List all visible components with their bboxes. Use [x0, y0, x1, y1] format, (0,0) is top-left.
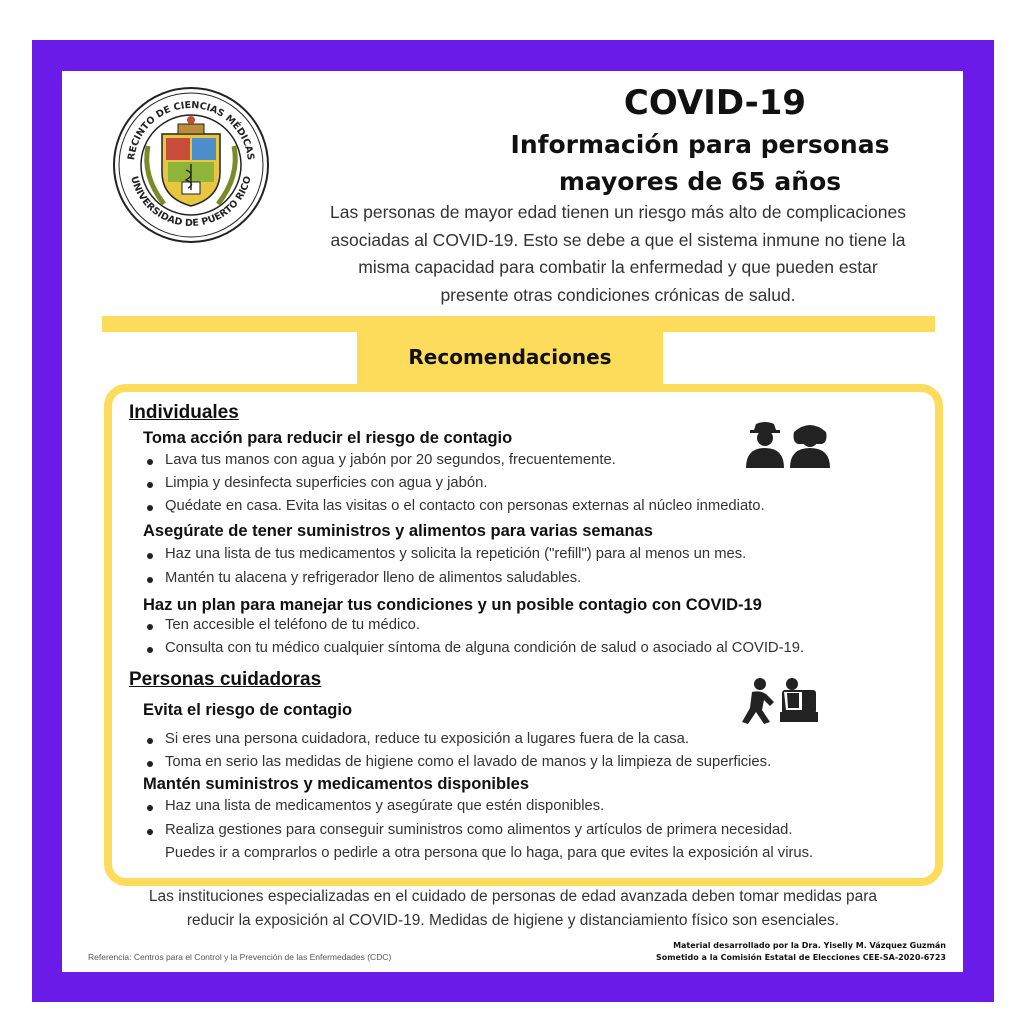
credit-line: Sometido a la Comisión Estatal de Elecciones CEE-SA-2020-6723 [655, 953, 946, 962]
subtitle-line: mayores de 65 años [558, 167, 842, 196]
list-item: Lava tus manos con agua y jabón por 20 segundos, frecuentemente. [165, 452, 616, 468]
group-title: Mantén suministros y medicamentos disponibles [143, 775, 530, 793]
list-item: Quédate en casa. Evita las visitas o el contacto con personas externas al núcleo inmediato. [165, 498, 765, 514]
list-item: Haz una lista de tus medicamentos y solicita la repetición ("refill") para al menos un mes. [165, 546, 747, 562]
credit-text [656, 940, 946, 964]
intro-line: misma capacidad para combatir la enfermedad y que pueden estar [358, 257, 878, 277]
group-title: Toma acción para reducir el riesgo de contagio [143, 429, 513, 447]
seal-bottom-text: UNIVERSIDAD DE PUERTO RICO [128, 175, 254, 230]
footer-line: reducir la exposición al COVID-19. Medidas de higiene y distanciamiento físico son esenciales. [186, 912, 840, 929]
list-item-continuation: Puedes ir a comprarlos o pedirle a otra persona que lo haga, para que evites la exposición al virus. [165, 845, 814, 861]
list-item: Limpia y desinfecta superficies con agua y jabón. [165, 475, 488, 491]
page-title: COVID-19 [623, 83, 807, 123]
list-item: Toma en serio las medidas de higiene como el lavado de manos y la limpieza de superficies. [165, 754, 772, 770]
list-item: Ten accesible el teléfono de tu médico. [165, 617, 420, 633]
group-title: Haz un plan para manejar tus condiciones y un posible contagio con COVID-19 [143, 596, 762, 614]
list-item: Haz una lista de medicamentos y asegúrate que estén disponibles. [165, 798, 605, 814]
section-heading-cuidadoras: Personas cuidadoras [129, 669, 322, 690]
section-heading-individuales: Individuales [129, 402, 239, 423]
list-item: Mantén tu alacena y refrigerador lleno de alimentos saludables. [165, 570, 582, 586]
page-subtitle [470, 126, 930, 200]
list-item: Consulta con tu médico cualquier síntoma de alguna condición de salud o asociado al COVID-19. [165, 640, 805, 656]
intro-line: asociadas al COVID-19. Esto se debe a que el sistema inmune no tiene la [330, 229, 906, 250]
intro-line: Las personas de mayor edad tienen un riesgo más alto de complicaciones [330, 202, 906, 222]
recommendations-tab: Recomendaciones [357, 332, 663, 384]
intro-line: presente otras condiciones crónicas de salud. [440, 284, 796, 305]
footer-note [100, 885, 926, 933]
group-title: Evita el riesgo de contagio [143, 701, 353, 719]
intro-paragraph [292, 199, 944, 309]
yellow-divider-bar [102, 316, 935, 332]
list-item: Si eres una persona cuidadora, reduce tu exposición a lugares fuera de la casa. [165, 731, 689, 747]
reference-text: Referencia: Centros para el Control y la Prevención de las Enfermedades (CDC) [88, 952, 392, 962]
list-item: Realiza gestiones para conseguir suministros como alimentos y artículos de primera necesidad. [165, 822, 793, 838]
subtitle-line: Información para personas [510, 130, 890, 159]
group-title: Asegúrate de tener suministros y alimentos para varias semanas [143, 522, 653, 540]
elderly-couple-icon [744, 420, 832, 468]
caregiver-icon [740, 676, 820, 724]
university-seal-icon [112, 86, 270, 244]
seal-top-text: RECINTO DE CIENCIAS MÉDICAS [126, 99, 256, 161]
footer-line: Las instituciones especializadas en el cuidado de personas de edad avanzada deben tomar medidas para [148, 888, 878, 905]
credit-line: Material desarrollado por la Dra. Yiselly M. Vázquez Guzmán [673, 941, 946, 950]
